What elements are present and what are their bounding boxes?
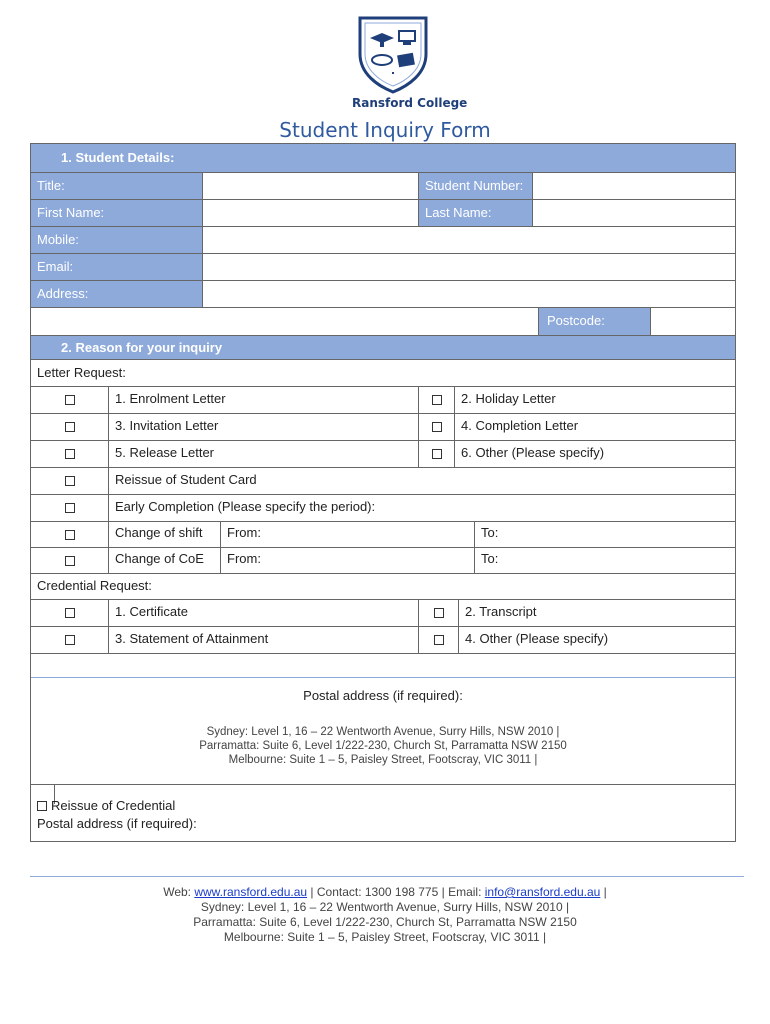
completion-letter-label: 4. Completion Letter — [455, 414, 735, 441]
other-credential-label: 4. Other (Please specify) — [459, 627, 735, 654]
reissue-credential-checkbox[interactable] — [37, 801, 47, 811]
last-name-label: Last Name: — [419, 200, 533, 227]
inquiry-form — [30, 143, 736, 842]
credential-request-label: Credential Request: — [31, 574, 735, 600]
mobile-field[interactable] — [203, 227, 735, 254]
release-letter-label: 5. Release Letter — [109, 441, 419, 468]
postcode-field[interactable] — [651, 308, 735, 336]
first-name-field[interactable] — [203, 200, 419, 227]
completion-letter-checkbox[interactable] — [419, 414, 455, 441]
holiday-letter-checkbox[interactable] — [419, 387, 455, 414]
certificate-label: 1. Certificate — [109, 600, 419, 627]
postal-line-melbourne: Melbourne: Suite 1 – 5, Paisley Street, Footscray, VIC 3011 | — [228, 754, 538, 766]
footer-divider — [30, 876, 744, 877]
footer-contact-text: | Contact: 1300 198 775 | Email: — [307, 885, 485, 899]
postal-address-heading: Postal address (if required): — [303, 688, 463, 703]
change-of-coe-checkbox[interactable] — [31, 548, 109, 574]
change-of-shift-label: Change of shift — [109, 522, 221, 548]
early-completion-label: Early Completion (Please specify the period): — [109, 495, 735, 522]
mobile-label: Mobile: — [31, 227, 203, 254]
title-label: Title: — [31, 173, 203, 200]
college-name: Ransford College — [352, 96, 468, 110]
footer-line-parramatta: Parramatta: Suite 6, Level 1/222-230, Church St, Parramatta NSW 2150 — [193, 915, 577, 929]
website-link[interactable]: www.ransford.edu.au — [194, 885, 308, 899]
coe-to-field[interactable]: To: — [475, 548, 735, 574]
other-credential-checkbox[interactable] — [419, 627, 459, 654]
address-label: Address: — [31, 281, 203, 308]
transcript-checkbox[interactable] — [419, 600, 459, 627]
postal-line-sydney: Sydney: Level 1, 16 – 22 Wentworth Avenue, Surry Hills, NSW 2010 | — [206, 726, 560, 738]
postcode-label: Postcode: — [539, 308, 651, 336]
change-of-shift-checkbox[interactable] — [31, 522, 109, 548]
statement-of-attainment-checkbox[interactable] — [31, 627, 109, 654]
email-link[interactable]: info@ransford.edu.au — [484, 885, 601, 899]
title-field[interactable] — [203, 173, 419, 200]
footer-web-label: Web: — [163, 885, 195, 899]
last-name-field[interactable] — [533, 200, 735, 227]
page-footer — [0, 885, 770, 945]
postal-address-required-label: Postal address (if required): — [37, 816, 197, 831]
reissue-student-card-checkbox[interactable] — [31, 468, 109, 495]
transcript-label: 2. Transcript — [459, 600, 735, 627]
change-of-coe-label: Change of CoE — [109, 548, 221, 574]
address-line2-field[interactable] — [31, 308, 539, 336]
reissue-credential-divider — [31, 784, 735, 785]
section-reason-heading: 2. Reason for your inquiry — [31, 336, 735, 360]
footer-line-melbourne: Melbourne: Suite 1 – 5, Paisley Street, Footscray, VIC 3011 | — [223, 930, 547, 944]
statement-of-attainment-label: 3. Statement of Attainment — [109, 627, 419, 654]
postal-line-parramatta: Parramatta: Suite 6, Level 1/222-230, Church St, Parramatta NSW 2150 — [199, 740, 567, 752]
release-letter-checkbox[interactable] — [31, 441, 109, 468]
college-logo — [352, 14, 468, 110]
other-letter-label: 6. Other (Please specify) — [455, 441, 735, 468]
letter-request-label: Letter Request: — [31, 360, 735, 387]
blank-row — [31, 654, 735, 678]
postal-address-block — [31, 725, 735, 767]
student-number-label: Student Number: — [419, 173, 533, 200]
enrolment-letter-checkbox[interactable] — [31, 387, 109, 414]
shift-from-field[interactable]: From: — [221, 522, 475, 548]
shift-to-field[interactable]: To: — [475, 522, 735, 548]
other-letter-checkbox[interactable] — [419, 441, 455, 468]
address-field[interactable] — [203, 281, 735, 308]
section-student-details-heading: 1. Student Details: — [31, 144, 735, 173]
enrolment-letter-label: 1. Enrolment Letter — [109, 387, 419, 414]
footer-line-sydney: Sydney: Level 1, 16 – 22 Wentworth Avenue, Surry Hills, NSW 2010 | — [200, 900, 570, 914]
coe-from-field[interactable]: From: — [221, 548, 475, 574]
invitation-letter-checkbox[interactable] — [31, 414, 109, 441]
email-field[interactable] — [203, 254, 735, 281]
footer-contact-line — [0, 885, 770, 900]
reissue-student-card-label: Reissue of Student Card — [109, 468, 735, 495]
shield-crest-icon — [356, 14, 430, 94]
form-title: Student Inquiry Form — [279, 118, 491, 142]
student-number-field[interactable] — [533, 173, 735, 200]
first-name-label: First Name: — [31, 200, 203, 227]
reissue-credential-label: Reissue of Credential — [51, 798, 176, 813]
certificate-checkbox[interactable] — [31, 600, 109, 627]
reissue-credential-row — [37, 798, 175, 814]
email-label: Email: — [31, 254, 203, 281]
holiday-letter-label: 2. Holiday Letter — [455, 387, 735, 414]
footer-trailing: | — [600, 885, 607, 899]
invitation-letter-label: 3. Invitation Letter — [109, 414, 419, 441]
early-completion-checkbox[interactable] — [31, 495, 109, 522]
